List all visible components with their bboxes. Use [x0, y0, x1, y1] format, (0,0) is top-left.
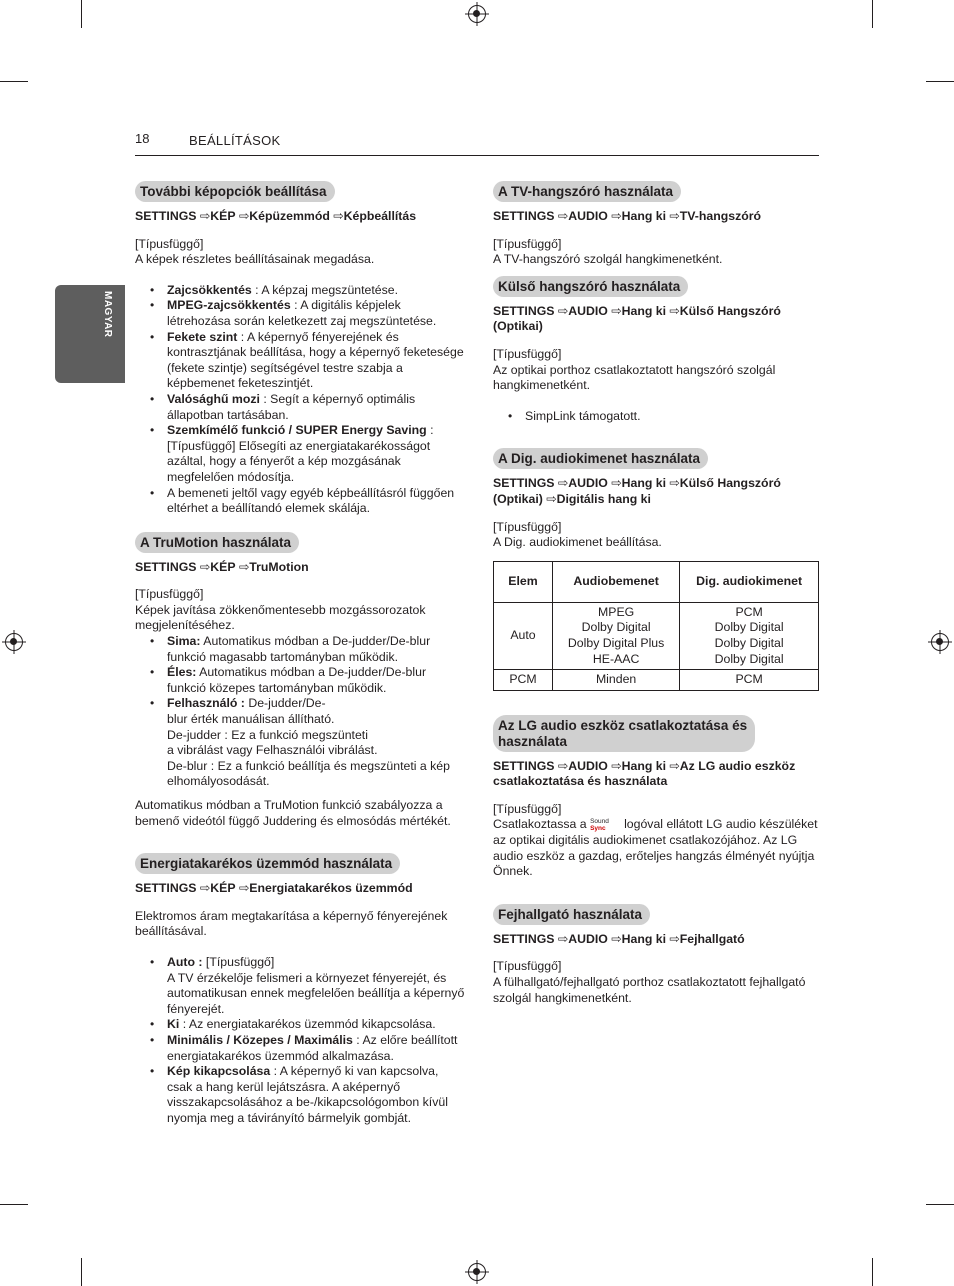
arrow-icon: ⇨ [542, 491, 557, 506]
arrow-icon: ⇨ [196, 559, 211, 574]
option-list [135, 634, 465, 790]
menu-path-item: Hang ki [621, 303, 667, 318]
menu-path [493, 304, 823, 335]
menu-path-item: Külső Hangszóró (Optikai) [493, 303, 781, 334]
option-list [493, 409, 823, 425]
list-item: • MPEG-zajcsökkentés : A digitális képjelek létrehozása során keletkezett zaj megszüntetése. [167, 298, 465, 329]
crop-mark [926, 81, 954, 82]
crop-mark [872, 0, 873, 28]
menu-path-item: SETTINGS [135, 559, 197, 574]
registration-mark-icon [931, 633, 949, 651]
menu-path-item: TV-hangszóró [679, 209, 762, 223]
type-note: [Típusfüggő] [493, 346, 562, 361]
menu-path-item: Fejhallgató [679, 931, 745, 946]
arrow-icon: ⇨ [607, 476, 622, 491]
table-cell: Minden [553, 670, 680, 691]
table-cell: Auto [494, 602, 553, 669]
type-note: [Típusfüggő] [493, 519, 562, 534]
table-cell: PCM [680, 670, 819, 691]
crop-mark [81, 1258, 82, 1286]
menu-path-item: Az LG audio eszköz csatlakoztatása és használata [493, 758, 796, 789]
menu-path [493, 209, 823, 225]
menu-path-item: Képüzemmód [249, 209, 330, 223]
menu-path-item: AUDIO [568, 476, 608, 491]
arrow-icon: ⇨ [235, 559, 250, 574]
section-title: A Dig. audiokimenet használata [493, 448, 708, 469]
registration-mark-icon [468, 5, 486, 23]
menu-path-item: Energiatakarékos üzemmód [249, 881, 413, 896]
menu-path-item: TruMotion [249, 559, 309, 574]
section-desc: Képek javítása zökkenőmentesebb mozgássorozatok megjelenítéséhez. [135, 602, 426, 633]
list-item: • Sima: Automatikus módban a De-judder/De-blur funkció magasabb tartományban működik. [167, 634, 465, 665]
arrow-icon: ⇨ [607, 303, 622, 318]
table-cell: PCM [494, 670, 553, 691]
menu-path [135, 881, 465, 897]
menu-path-item: SETTINGS [493, 931, 555, 946]
side-tab-label: MAGYAR [102, 291, 113, 338]
section-note: Automatikus módban a TruMotion funkció szabályozza a bemenő videótól függő Juddering és elmosódás mértékét. [135, 798, 451, 828]
table-header-row [494, 561, 819, 602]
arrow-icon: ⇨ [666, 303, 680, 318]
menu-path-item: SETTINGS [493, 209, 555, 223]
list-item: • Ki : Az energiatakarékos üzemmód kikapcsolása. [167, 1017, 465, 1033]
section-desc: A TV-hangszóró szolgál hangkimenetként. [493, 252, 723, 267]
option-list [135, 955, 465, 1127]
table-row [494, 602, 819, 669]
table-header: Dig. audiokimenet [680, 561, 819, 602]
crop-mark [0, 1204, 28, 1205]
language-side-tab [55, 285, 125, 383]
section-title: Energiatakarékos üzemmód használata [135, 853, 400, 874]
section-desc: A képek részletes beállításainak megadása. [135, 252, 375, 267]
arrow-icon: ⇨ [329, 209, 344, 223]
section-title: Fejhallgató használata [493, 904, 650, 925]
audio-output-table [493, 561, 819, 691]
list-item: • Auto : [Típusfüggő] A TV érzékelője felismeri a környezet fényerejét, és automatikusan ennek megfelelően beállítja a képernyő fényerejét. [167, 955, 465, 1017]
menu-path-item: AUDIO [568, 931, 608, 946]
list-item: • Szemkímélő funkció / SUPER Energy Saving : [Típusfüggő] Elősegíti az energiatakarékosságot azáltal, hogy a fényerőt a kép mozgásának megfelelően módosítja. [167, 423, 465, 485]
sound-sync-logo-icon: Sound Sync [590, 818, 609, 833]
table-header: Audiobemenet [553, 561, 680, 602]
arrow-icon: ⇨ [666, 476, 680, 491]
arrow-icon: ⇨ [235, 881, 250, 896]
type-note: [Típusfüggő] [493, 801, 562, 816]
section-desc: A fülhallgató/fejhallgató porthoz csatlakoztatott fejhallgató szolgál hangkimenetként. [493, 975, 806, 1005]
menu-path-item: Hang ki [621, 476, 667, 491]
arrow-icon: ⇨ [196, 881, 211, 896]
menu-path-item: AUDIO [568, 209, 608, 223]
menu-path [493, 759, 823, 790]
menu-path-item: KÉP [210, 559, 236, 574]
arrow-icon: ⇨ [666, 209, 680, 223]
type-note: [Típusfüggő] [493, 959, 562, 974]
arrow-icon: ⇨ [554, 931, 569, 946]
arrow-icon: ⇨ [666, 758, 680, 773]
arrow-icon: ⇨ [554, 476, 569, 491]
arrow-icon: ⇨ [607, 931, 622, 946]
section-desc: Elektromos áram megtakarítása a képernyő fényerejének beállításával. [135, 908, 448, 939]
option-list [135, 283, 465, 517]
page-number: 18 [135, 131, 150, 146]
registration-mark-icon [468, 1263, 486, 1281]
type-note: [Típusfüggő] [493, 236, 562, 251]
arrow-icon: ⇨ [554, 303, 569, 318]
menu-path [135, 560, 465, 576]
crop-mark [81, 0, 82, 28]
table-cell: MPEG Dolby Digital Dolby Digital Plus HE-AAC [553, 602, 680, 669]
menu-path-item: KÉP [210, 209, 236, 223]
section-title: Külső hangszóró használata [493, 276, 688, 297]
header-rule [135, 155, 819, 156]
menu-path-item: Külső Hangszóró (Optikai) [493, 476, 781, 506]
list-item: • Zajcsökkentés : A képzaj megszüntetése. [167, 283, 465, 299]
menu-path-item: SETTINGS [493, 303, 555, 318]
type-note: [Típusfüggő] [135, 587, 204, 602]
menu-path-item: Képbeállítás [343, 209, 417, 223]
section-title: A TruMotion használata [135, 532, 299, 553]
menu-path-item: AUDIO [568, 758, 608, 773]
list-item: • SimpLink támogatott. [525, 409, 823, 425]
menu-path-item: KÉP [210, 881, 236, 896]
table-header: Elem [494, 561, 553, 602]
section-title: További képopciók beállítása [135, 181, 335, 202]
list-item: • Valósághű mozi : Segít a képernyő optimális állapotban tartásában. [167, 392, 465, 423]
section-desc: A Dig. audiokimenet beállítása. [493, 535, 662, 550]
crop-mark [872, 1258, 873, 1286]
section-title: A TV-hangszóró használata [493, 181, 681, 202]
list-item: • Felhasználó : De-judder/De- blur érték manuálisan állítható. De-judder : Ez a funkció megszünteti a vibrálást vagy Felhasználói vibrálást. De-blur : Ez a funkció beállítja és megszünteti a kép elhomályosodását. [167, 696, 465, 790]
arrow-icon: ⇨ [554, 758, 569, 773]
menu-path-item: AUDIO [568, 303, 608, 318]
crop-mark [926, 1204, 954, 1205]
section-title: Az LG audio eszköz csatlakoztatása és használata [493, 715, 755, 752]
menu-path-item: SETTINGS [135, 881, 197, 896]
crop-mark [0, 81, 28, 82]
list-item: • A bemeneti jeltől vagy egyéb képbeállításról függően eltérhet a beállítandó elemek skálája. [167, 486, 465, 517]
list-item: • Kép kikapcsolása : A képernyő ki van kapcsolva, csak a hang kerül lejátszásra. A aképernyő visszakapcsolásához a be-/kikapcsológombon kívül nyomja meg a távirányító bármelyik gombját. [167, 1064, 465, 1126]
section-desc: Az optikai porthoz csatlakoztatott hangszóró szolgál hangkimenetként. [493, 362, 776, 393]
menu-path-item: Hang ki [621, 758, 667, 773]
list-item: • Éles: Automatikus módban a De-judder/De-blur funkció közepes tartományban működik. [167, 665, 465, 696]
menu-path-item: Hang ki [621, 209, 667, 223]
menu-path-item: SETTINGS [493, 758, 555, 773]
menu-path-item: Digitális hang ki [556, 491, 651, 506]
menu-path-item: Hang ki [621, 931, 667, 946]
menu-path-item: SETTINGS [493, 476, 555, 491]
arrow-icon: ⇨ [554, 209, 569, 223]
arrow-icon: ⇨ [607, 209, 622, 223]
left-column [135, 181, 465, 1127]
list-item: • Fekete szint : A képernyő fényerejének és kontrasztjának beállítása, hogy a képernyő feketesége (fekete szintje) segítségével testre szabja a képbemenet feketeszintjét. [167, 330, 465, 392]
menu-path [493, 476, 823, 507]
table-cell: PCM Dolby Digital Dolby Digital Dolby Digital [680, 602, 819, 669]
menu-path [135, 209, 465, 225]
arrow-icon: ⇨ [196, 209, 211, 223]
list-item: • Minimális / Közepes / Maximális : Az előre beállított energiatakarékos üzemmód alkalmazása. [167, 1033, 465, 1064]
arrow-icon: ⇨ [235, 209, 250, 223]
menu-path-item: SETTINGS [135, 209, 197, 223]
table-row [494, 670, 819, 691]
section-desc: Csatlakoztassa a Sound Sync logóval ellátott LG audio készüléket az optikai digitális audiokimenet csatlakozójához. Az LG audio eszköz a gazdag, erőteljes hangzás élményét nyújtja Önnek. [493, 817, 818, 879]
menu-path [493, 932, 823, 948]
registration-mark-icon [5, 633, 23, 651]
arrow-icon: ⇨ [607, 758, 622, 773]
page-header: BEÁLLÍTÁSOK [189, 133, 281, 148]
type-note: [Típusfüggő] [135, 236, 204, 251]
right-column [493, 181, 823, 1006]
arrow-icon: ⇨ [666, 931, 680, 946]
